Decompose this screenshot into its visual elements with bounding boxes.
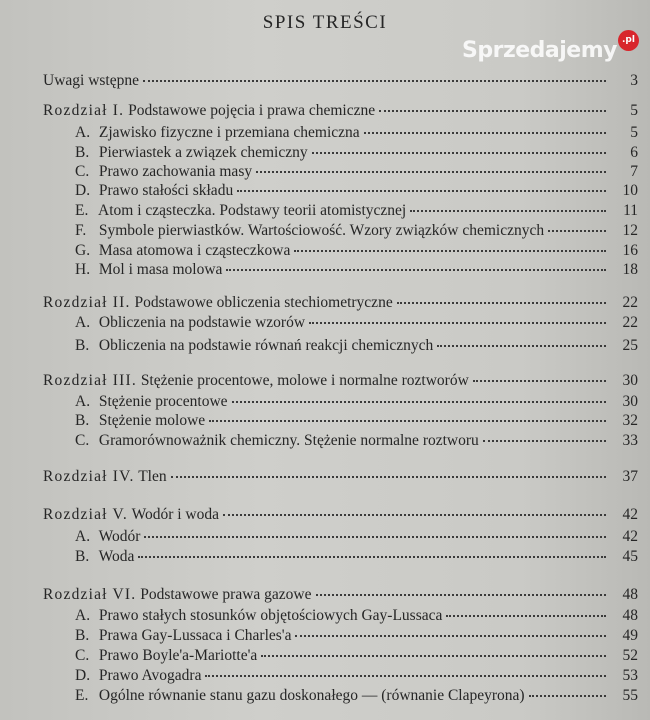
entry-label — [0, 372, 469, 390]
page-number: 22 — [622, 314, 638, 331]
entry-label — [0, 548, 134, 566]
entry-title: Prawo Boyle'a-Mariotte'a — [98, 647, 258, 664]
page-number: 12 — [622, 222, 638, 239]
entry-title: Mol i masa molowa — [98, 261, 223, 278]
dot-leader — [397, 302, 606, 304]
entry-letter: H. — [75, 261, 91, 278]
page-number: 49 — [622, 627, 638, 644]
entry-label — [0, 261, 222, 279]
page-number: 42 — [622, 528, 638, 545]
entry-letter: A. — [75, 314, 91, 331]
dot-leader — [295, 635, 606, 637]
page-number: 6 — [630, 144, 638, 161]
toc-chapter — [0, 506, 650, 526]
entry-label — [0, 647, 257, 665]
entry-letter: D. — [75, 667, 91, 684]
dot-leader — [144, 536, 606, 538]
page-number: 55 — [622, 687, 638, 704]
entry-label — [0, 222, 544, 240]
page-number: 25 — [622, 337, 638, 354]
watermark-text: Sprzedajemy — [462, 38, 617, 63]
entry-title: Masa atomowa i cząsteczkowa — [98, 242, 291, 259]
dot-leader — [256, 171, 606, 173]
toc-subentry — [0, 261, 650, 281]
dot-leader — [171, 476, 606, 478]
dot-leader — [309, 322, 606, 324]
entry-title: Gramorównoważnik chemiczny. Stężenie normalne roztworu — [98, 432, 479, 449]
chapter-number: Rozdział I. — [43, 102, 125, 119]
entry-title: Wodór i woda — [131, 506, 220, 523]
entry-title: Uwagi wstępne — [43, 72, 139, 89]
page-number: 48 — [622, 586, 638, 603]
entry-label — [0, 294, 393, 312]
entry-letter: A. — [75, 124, 91, 141]
entry-label — [0, 528, 140, 546]
page-number: 33 — [622, 432, 638, 449]
dot-leader — [473, 380, 606, 382]
page-number: 18 — [622, 261, 638, 278]
entry-title: Woda — [98, 548, 135, 565]
entry-label — [0, 506, 219, 524]
entry-letter: E. — [75, 687, 89, 704]
watermark-logo — [462, 35, 635, 64]
entry-title: Obliczenia na podstawie równań reakcji chemicznych — [98, 337, 434, 354]
dot-leader — [226, 269, 606, 271]
entry-title: Ogólne równanie stanu gazu doskonałego — (równanie Clapeyrona) — [98, 687, 525, 704]
page-number: 53 — [622, 667, 638, 684]
page-number: 42 — [622, 506, 638, 523]
entry-letter: F. — [75, 222, 87, 239]
chapter-number: Rozdział IV. — [43, 468, 135, 485]
dot-leader — [379, 110, 606, 112]
dot-leader — [294, 250, 606, 252]
dot-leader — [138, 556, 606, 558]
entry-label — [0, 124, 360, 142]
entry-letter: B. — [75, 412, 90, 429]
entry-label — [0, 607, 442, 625]
entry-title: Prawo stałości składu — [98, 182, 234, 199]
toc-subentry — [0, 163, 650, 183]
entry-label — [0, 314, 305, 332]
toc-subentry — [0, 124, 650, 144]
page-number: 16 — [622, 242, 638, 259]
page-number: 30 — [622, 372, 638, 389]
page-number: 30 — [622, 393, 638, 410]
chapter-number: Rozdział II. — [43, 294, 131, 311]
page-number: 22 — [622, 294, 638, 311]
toc-chapter — [0, 372, 650, 392]
entry-title: Obliczenia na podstawie wzorów — [98, 314, 306, 331]
page-number: 52 — [622, 647, 638, 664]
entry-label — [0, 586, 312, 604]
entry-label — [0, 242, 290, 260]
entry-letter: A. — [75, 607, 91, 624]
entry-label — [0, 337, 433, 355]
entry-title: Zjawisko fizyczne i przemiana chemiczna — [98, 124, 360, 141]
entry-letter: C. — [75, 163, 90, 180]
chapter-number: Rozdział VI. — [43, 586, 137, 603]
entry-title: Podstawowe pojęcia i prawa chemiczne — [128, 102, 376, 119]
entry-title: Prawa Gay-Lussaca i Charles'a — [98, 627, 292, 644]
toc-subentry — [0, 627, 650, 647]
toc-subentry — [0, 182, 650, 202]
page-number: 32 — [622, 412, 638, 429]
toc-subentry — [0, 548, 650, 568]
dot-leader — [223, 514, 606, 516]
toc-subentry — [0, 647, 650, 667]
toc-subentry — [0, 412, 650, 432]
entry-letter: G. — [75, 242, 91, 259]
entry-title: Prawo zachowania masy — [98, 163, 253, 180]
page-number: 11 — [623, 202, 638, 219]
entry-title: Podstawowe prawa gazowe — [140, 586, 312, 603]
entry-label — [0, 202, 406, 220]
entry-letter: A. — [75, 528, 91, 545]
entry-title: Prawo stałych stosunków objętościowych Gay-Lussaca — [98, 607, 443, 624]
entry-title: Wodór — [98, 528, 141, 545]
dot-leader — [237, 190, 606, 192]
dot-leader — [312, 152, 606, 154]
toc-subentry — [0, 528, 650, 548]
entry-letter: B. — [75, 548, 90, 565]
dot-leader — [205, 675, 606, 677]
toc-subentry — [0, 242, 650, 262]
toc-subentry — [0, 202, 650, 222]
dot-leader — [316, 594, 606, 596]
page-number: 7 — [630, 163, 638, 180]
toc-subentry — [0, 222, 650, 242]
entry-letter: B. — [75, 337, 90, 354]
entry-title: Stężenie procentowe, molowe i normalne roztworów — [140, 372, 469, 389]
toc-chapter — [0, 102, 650, 122]
dot-leader — [437, 345, 606, 347]
entry-label — [0, 412, 205, 430]
entry-title: Pierwiastek a związek chemiczny — [98, 144, 308, 161]
entry-label — [0, 687, 525, 705]
page-title: SPIS TREŚCI — [262, 12, 388, 33]
entry-title: Atom i cząsteczka. Podstawy teorii atomistycznej — [98, 202, 407, 219]
dot-leader — [232, 401, 606, 403]
entry-title: Symbole pierwiastków. Wartościowość. Wzory związków chemicznych — [98, 222, 545, 239]
toc-subentry — [0, 607, 650, 627]
dot-leader — [143, 80, 606, 82]
entry-label — [0, 627, 291, 645]
page-number: 3 — [630, 72, 638, 89]
dot-leader — [209, 420, 606, 422]
toc-chapter — [0, 586, 650, 606]
chapter-number: Rozdział III. — [43, 372, 137, 389]
dot-leader — [261, 655, 606, 657]
dot-leader — [410, 210, 606, 212]
entry-label — [0, 102, 375, 120]
page-number: 48 — [622, 607, 638, 624]
dot-leader — [529, 695, 606, 697]
page-number: 10 — [622, 182, 638, 199]
dot-leader — [483, 440, 606, 442]
entry-letter: C. — [75, 432, 90, 449]
entry-title: Stężenie procentowe — [98, 393, 228, 410]
entry-label — [0, 72, 139, 90]
entry-title: Prawo Avogadra — [98, 667, 202, 684]
page-number: 5 — [630, 124, 638, 141]
toc-subentry — [0, 667, 650, 687]
entry-label — [0, 667, 201, 685]
entry-title: Stężenie molowe — [98, 412, 206, 429]
page-number: 5 — [630, 102, 638, 119]
entry-label — [0, 163, 252, 181]
toc-subentry — [0, 144, 650, 164]
page-number: 37 — [622, 468, 638, 485]
entry-letter: C. — [75, 647, 90, 664]
entry-letter: B. — [75, 627, 90, 644]
dot-leader — [548, 230, 606, 232]
dot-leader — [446, 615, 606, 617]
entry-letter: B. — [75, 144, 90, 161]
chapter-number: Rozdział V. — [43, 506, 128, 523]
toc-subentry — [0, 393, 650, 413]
toc-subentry — [0, 687, 650, 707]
toc-subentry — [0, 432, 650, 452]
toc-chapter — [0, 468, 650, 488]
entry-label — [0, 182, 233, 200]
entry-label — [0, 468, 167, 486]
entry-label — [0, 432, 479, 450]
entry-letter: D. — [75, 182, 91, 199]
entry-title: Podstawowe obliczenia stechiometryczne — [134, 294, 393, 311]
entry-label — [0, 144, 308, 162]
toc-intro — [0, 72, 650, 92]
dot-leader — [364, 132, 606, 134]
entry-title: Tlen — [138, 468, 167, 485]
entry-label — [0, 393, 228, 411]
watermark-badge: .pl — [618, 30, 639, 51]
toc-subentry — [0, 314, 650, 334]
entry-letter: A. — [75, 393, 91, 410]
entry-letter: E. — [75, 202, 89, 219]
toc-subentry — [0, 337, 650, 357]
page-number: 45 — [622, 548, 638, 565]
toc-chapter — [0, 294, 650, 314]
